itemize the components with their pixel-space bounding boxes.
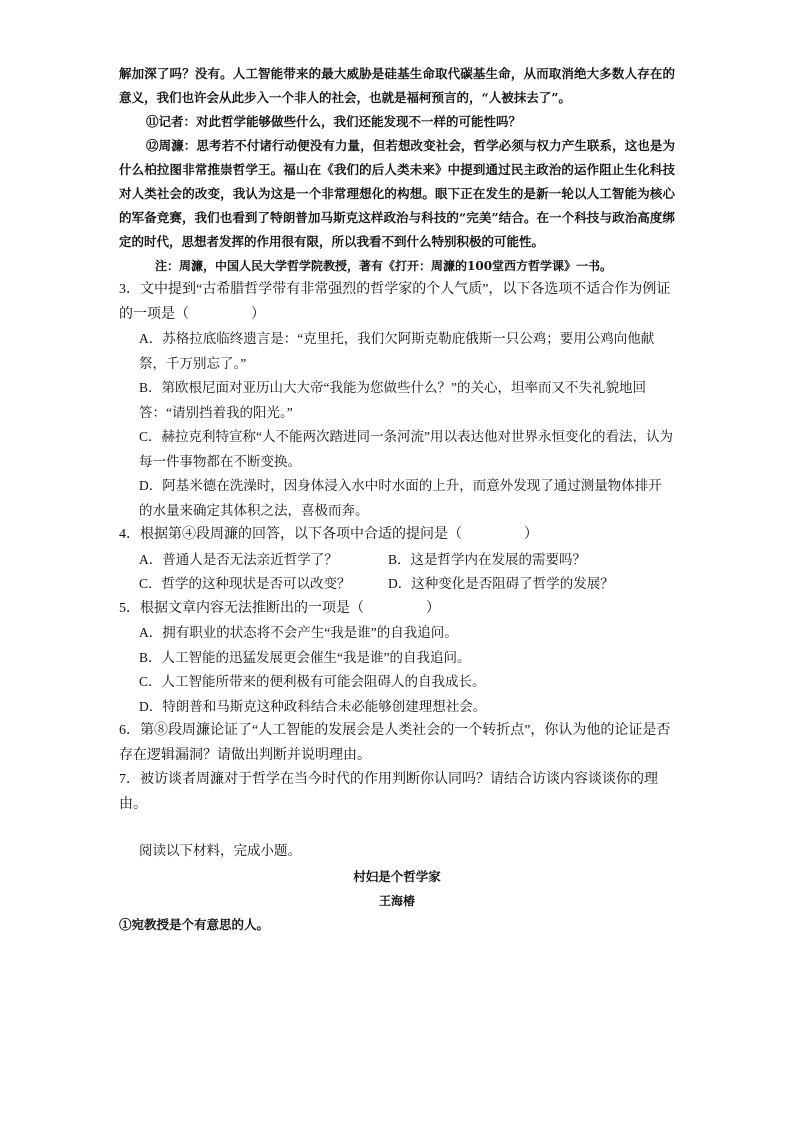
question-5 bbox=[119, 597, 675, 720]
article-paragraph-1: ①宛教授是个有意思的人。 bbox=[119, 917, 270, 932]
page-content bbox=[119, 62, 675, 937]
author-note: 注：周濂，中国人民大学哲学院教授，著有《打开：周濂的100堂西方哲学课》一书。 bbox=[155, 259, 613, 273]
question-stem-text: 3．文中提到“古希腊哲学带有非常强烈的哲学家的个人气质”，以下各选项不适合作为例证的一项是（ bbox=[119, 282, 671, 322]
option-b: B．第欧根尼面对亚历山大大帝“我能为您做些什么？”的关心，坦率而又不失礼貌地回答：“请别挡着我的阳光。” bbox=[139, 380, 646, 420]
question-stem bbox=[119, 597, 675, 622]
reading-instruction: 阅读以下材料，完成小题。 bbox=[139, 843, 301, 858]
option-c: C．哲学的这种现状是否可以改变？ bbox=[139, 576, 351, 591]
question-stem-close: ） bbox=[524, 527, 538, 542]
option-d: D．阿基米德在洗澡时，因身体浸入水中时水面的上升，而意外发现了通过测量物体排开的水量来确定其体积之法，喜极而奔。 bbox=[139, 478, 662, 518]
question-stem-close: ） bbox=[426, 600, 440, 616]
article-author: 王海椿 bbox=[378, 894, 415, 908]
question-stem-text: 4．根据第④段周濂的回答，以下各项中合适的提问是（ bbox=[119, 527, 462, 542]
option-c: C．赫拉克利特宣称“人不能两次踏进同一条河流”用以表达他对世界永恒变化的看法，认为每一件事物都在不断变换。 bbox=[139, 429, 673, 469]
question-stem bbox=[119, 523, 675, 548]
option-d: D．这种变化是否阻碍了哲学的发展？ bbox=[388, 576, 614, 591]
option-d: D．特朗普和马斯克这种政科结合未必能够创建理想社会。 bbox=[139, 698, 487, 714]
passage-paragraph-continued: 解加深了吗？没有。人工智能带来的最大威胁是硅基生命取代碳基生命，从而取消绝大多数人存在的意义，我们也许会从此步入一个非人的社会，也就是福柯预言的，“人被抹去了”。 bbox=[119, 66, 675, 105]
question-7: 7．被访谈者周濂对于哲学在当今时代的作用判断你认同吗？请结合访谈内容谈谈你的理由。 bbox=[119, 772, 658, 812]
article-title: 村妇是个哲学家 bbox=[353, 869, 441, 884]
question-stem-text: 5．根据文章内容无法推断出的一项是（ bbox=[119, 600, 364, 616]
option-a: A．拥有职业的状态将不会产生“我是谁”的自我追问。 bbox=[139, 625, 458, 640]
option-a: A．普通人是否无法亲近哲学了？ bbox=[139, 551, 338, 567]
option-b: B．这是哲学内在发展的需要吗？ bbox=[388, 551, 587, 567]
option-c: C．人工智能所带来的便利极有可能会阻碍人的自我成长。 bbox=[139, 674, 486, 689]
option-b: B．人工智能的迅猛发展更会催生“我是谁”的自我追问。 bbox=[139, 649, 471, 665]
question-3 bbox=[119, 278, 675, 523]
question-4 bbox=[119, 523, 675, 597]
question-stem-close: ） bbox=[251, 306, 265, 322]
question-6: 6．第⑧段周濂论证了“人工智能的发展会是人类社会的一个转折点”，你认为他的论证是否存在逻辑漏洞？请做出判断并说明理由。 bbox=[119, 723, 671, 763]
passage-paragraph-12: ⑫周濂：思考若不付诸行动便没有力量，但若想改变社会，哲学必须与权力产生联系，这也是为什么柏拉图非常推崇哲学王。福山在《我们的后人类未来》中提到通过民主政治的运作阻止生化科技对人类社会的改变，我认为这是一个非常理想化的构想。眼下正在发生的是新一轮以人工智能为核心的军备竞赛，我们也看到了特朗普加马斯克这样政治与科技的“完美”结合。在一个科技与政治高度绑定的时代，思想者发挥的作用很有限，所以我看不到什么特别积极的可能性。 bbox=[119, 138, 675, 249]
question-stem bbox=[119, 278, 675, 327]
option-row bbox=[119, 548, 675, 573]
passage-paragraph-11: ⑪记者：对此哲学能够做些什么，我们还能发现不一样的可能性吗？ bbox=[146, 114, 522, 129]
option-row bbox=[119, 572, 675, 597]
option-a: A．苏格拉底临终遗言是：“克里托，我们欠阿斯克勒庇俄斯一只公鸡；要用公鸡向他献祭，千万别忘了。” bbox=[139, 331, 655, 371]
